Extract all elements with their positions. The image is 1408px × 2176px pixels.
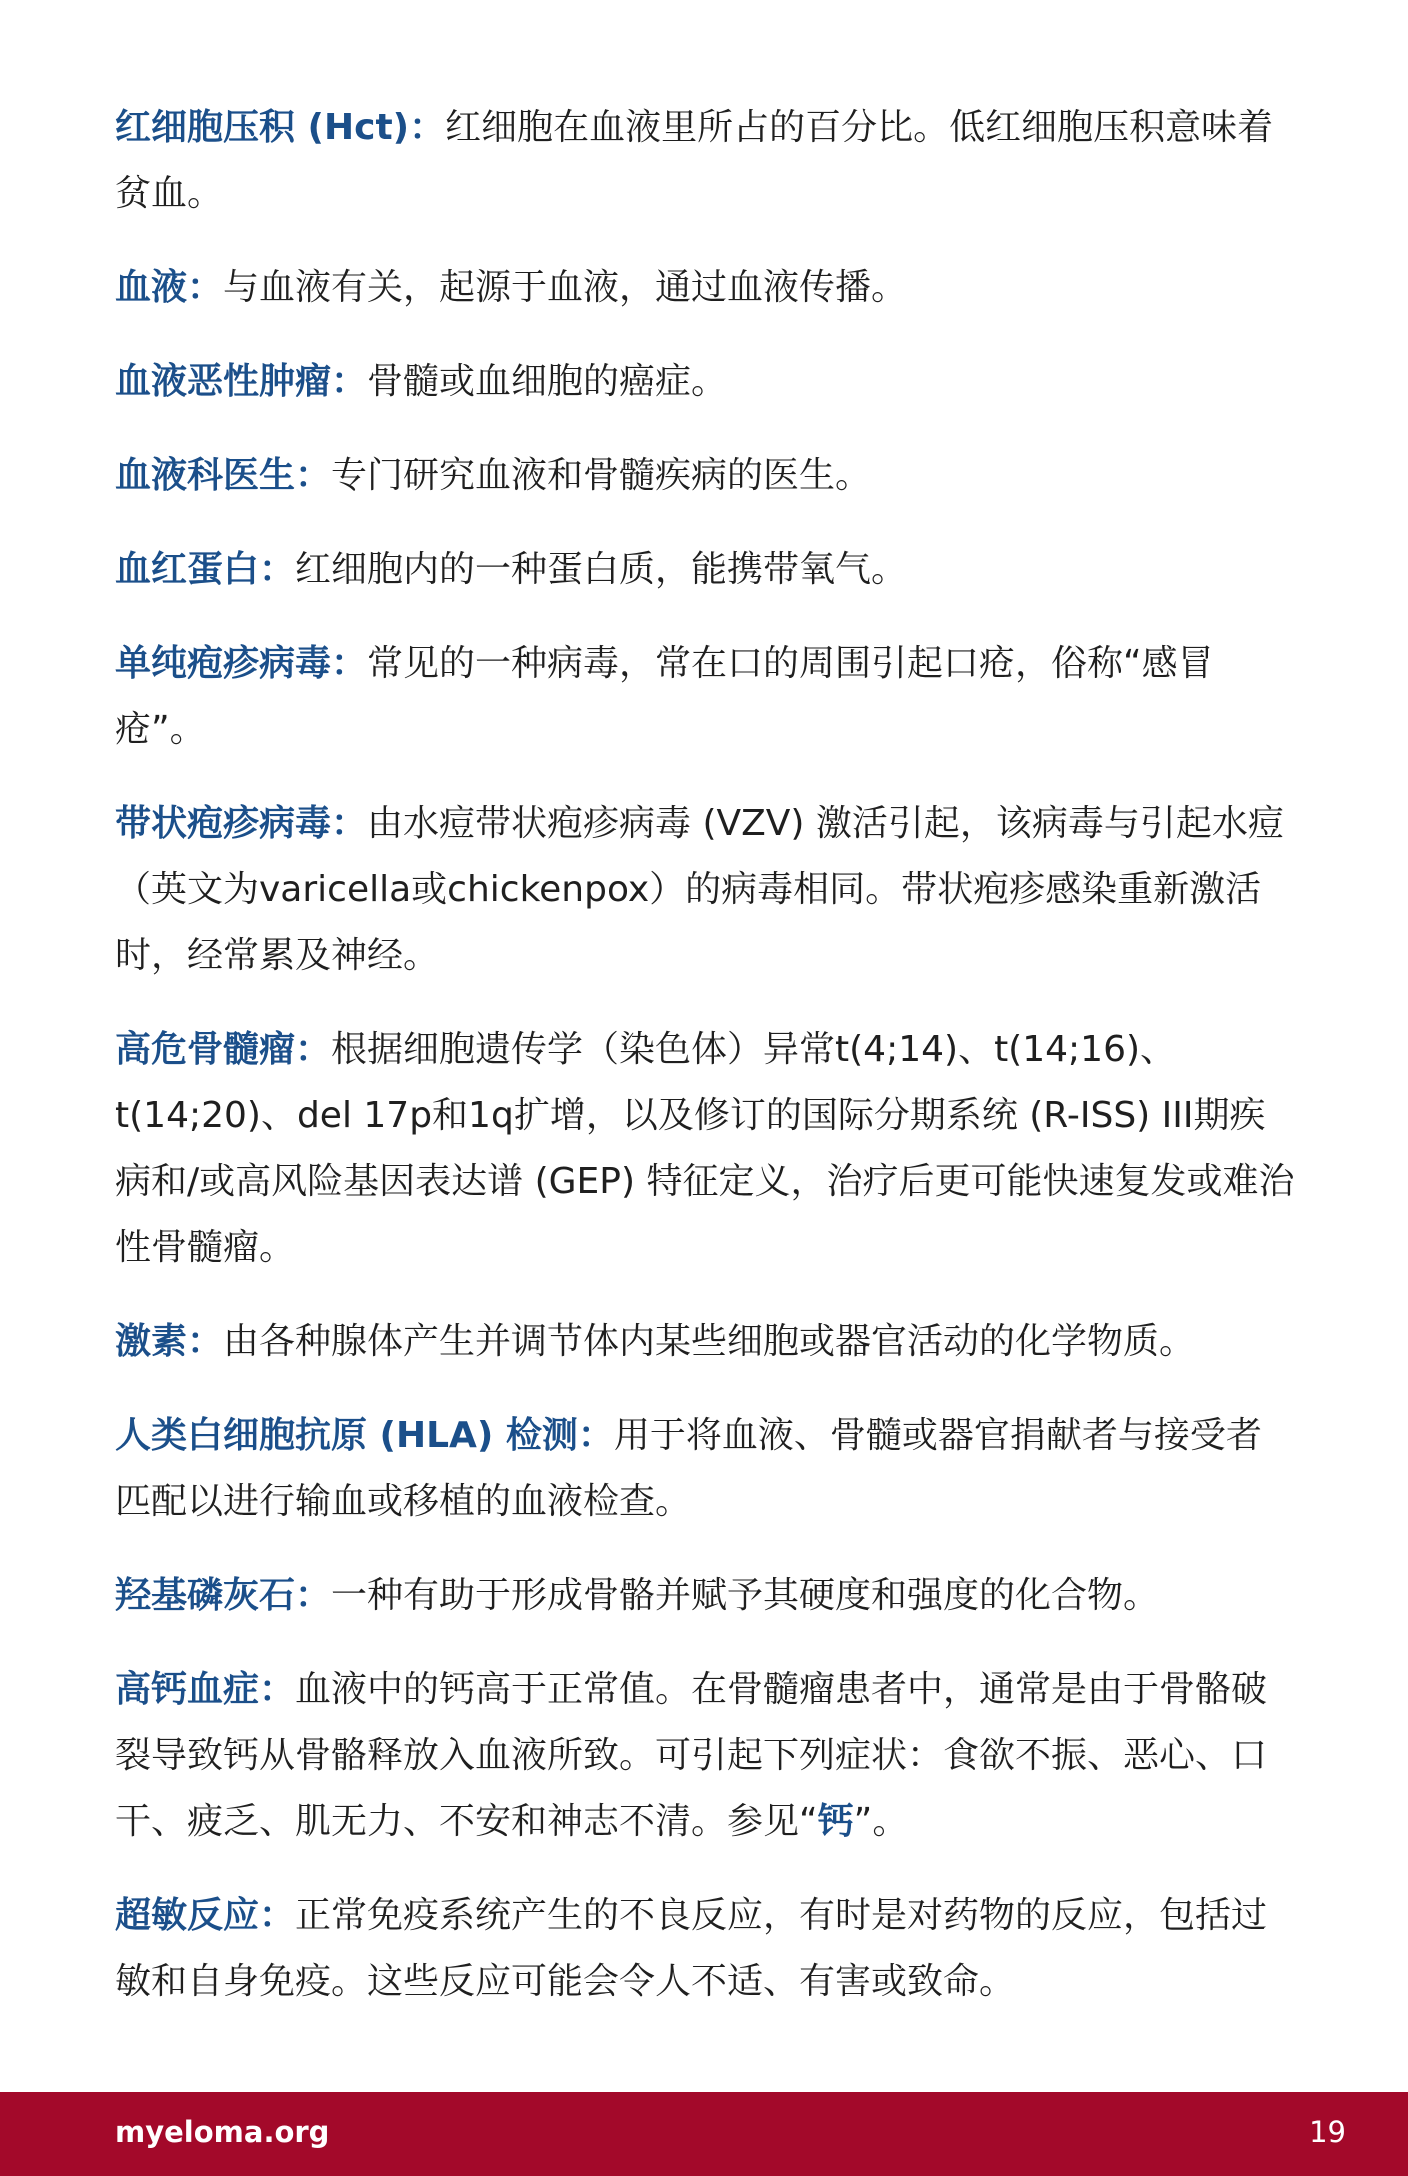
glossary-term: 单纯疱疹病毒： — [115, 643, 368, 684]
cross-reference-link[interactable]: 钙 — [817, 1801, 854, 1842]
glossary-entry-hypercalcemia — [115, 1657, 1295, 1855]
glossary-definition: 由水痘带状疱疹病毒 (VZV) 激活引起，该病毒与引起水痘（英文为varicella或chickenpox）的病毒相同。带状疱疹感染重新激活时，经常累及神经。 — [115, 803, 1284, 976]
glossary-term: 羟基磷灰石： — [115, 1575, 332, 1616]
glossary-term: 血液： — [115, 267, 224, 308]
glossary-definition: 用于将血液、骨髓或器官捐献者与接受者匹配以进行输血或移植的血液检查。 — [115, 1415, 1262, 1522]
glossary-definition: 血液中的钙高于正常值。在骨髓瘤患者中，通常是由于骨骼破裂导致钙从骨骼释放入血液所致。可引起下列症状：食欲不振、恶心、口干、疲乏、肌无力、不安和神志不清。参见“ — [115, 1669, 1268, 1842]
glossary-entry-hematologic-malignancy — [115, 349, 1295, 415]
glossary-entry-hormones — [115, 1309, 1295, 1375]
glossary-entry-herpes-simplex — [115, 631, 1295, 763]
glossary-entry-high-risk-myeloma — [115, 1017, 1295, 1281]
glossary-term: 血红蛋白： — [115, 549, 296, 590]
glossary-definition: 正常免疫系统产生的不良反应，有时是对药物的反应，包括过敏和自身免疫。这些反应可能会令人不适、有害或致命。 — [115, 1895, 1268, 2002]
footer-website[interactable]: myeloma.org — [115, 2115, 330, 2149]
glossary-entry-hydroxyapatite — [115, 1563, 1295, 1629]
glossary-list — [115, 95, 1295, 2043]
glossary-definition: 骨髓或血细胞的癌症。 — [367, 361, 728, 402]
glossary-entry-hematologic — [115, 255, 1295, 321]
glossary-term: 红细胞压积 (Hct)： — [115, 107, 446, 148]
glossary-entry-hematologist — [115, 443, 1295, 509]
glossary-term: 高钙血症： — [115, 1669, 296, 1710]
glossary-entry-hct — [115, 95, 1295, 227]
glossary-definition: 与血液有关，起源于血液，通过血液传播。 — [223, 267, 908, 308]
glossary-term: 超敏反应： — [115, 1895, 296, 1936]
glossary-term: 人类白细胞抗原 (HLA) 检测： — [115, 1415, 614, 1456]
glossary-definition-end: ”。 — [853, 1801, 909, 1842]
glossary-definition: 根据细胞遗传学（染色体）异常t(4;14)、t(14;16)、t(14;20)、del 17p和1q扩增，以及修订的国际分期系统 (R-ISS) III期疾病和/或高风险基因表达谱 (GEP) 特征定义，治疗后更可能快速复发或难治性骨髓瘤。 — [115, 1029, 1295, 1268]
glossary-entry-herpes-zoster — [115, 791, 1295, 989]
glossary-definition: 红细胞在血液里所占的百分比。低红细胞压积意味着贫血。 — [115, 107, 1274, 214]
glossary-definition: 由各种腺体产生并调节体内某些细胞或器官活动的化学物质。 — [223, 1321, 1196, 1362]
page-footer — [0, 2092, 1408, 2176]
glossary-term: 带状疱疹病毒： — [115, 803, 368, 844]
glossary-definition: 一种有助于形成骨骼并赋予其硬度和强度的化合物。 — [331, 1575, 1160, 1616]
glossary-entry-hla-testing — [115, 1403, 1295, 1535]
glossary-term: 高危骨髓瘤： — [115, 1029, 332, 1070]
glossary-term: 血液恶性肿瘤： — [115, 361, 368, 402]
glossary-definition: 专门研究血液和骨髓疾病的医生。 — [331, 455, 872, 496]
glossary-definition: 红细胞内的一种蛋白质，能携带氧气。 — [295, 549, 908, 590]
glossary-entry-hemoglobin — [115, 537, 1295, 603]
glossary-entry-hypersensitivity — [115, 1883, 1295, 2015]
page-number: 19 — [1309, 2115, 1346, 2149]
glossary-definition: 常见的一种病毒，常在口的周围引起口疮，俗称“感冒疮”。 — [115, 643, 1214, 750]
glossary-term: 血液科医生： — [115, 455, 332, 496]
glossary-term: 激素： — [115, 1321, 224, 1362]
